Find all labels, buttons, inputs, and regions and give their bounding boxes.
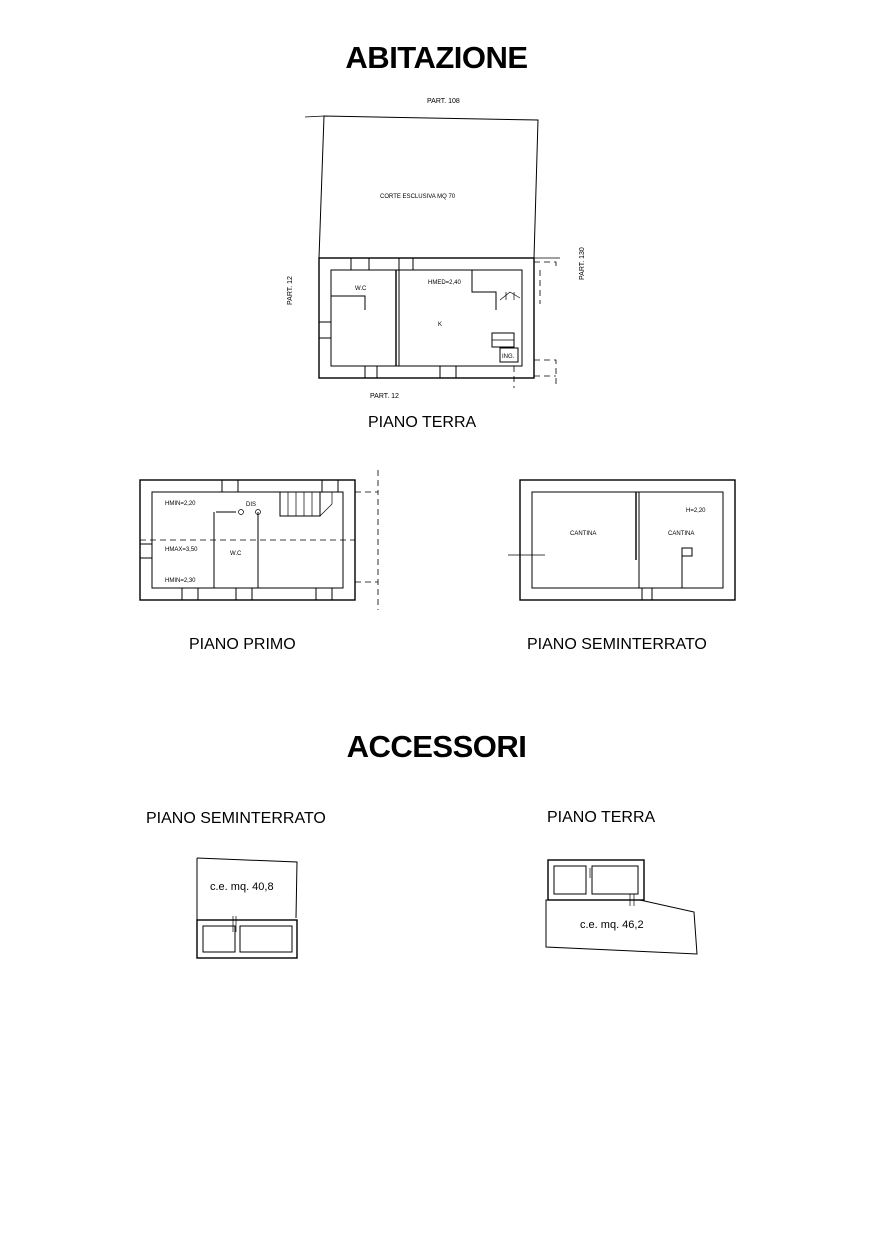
label-corte: CORTE ESCLUSIVA MQ 70 [380,194,456,200]
window [319,322,331,338]
window [399,258,413,270]
label-dis: DIS [246,502,257,508]
plan-label-piano-primo: PIANO PRIMO [189,636,296,653]
acc-terra-room-2 [592,866,638,894]
section-title-abitazione: ABITAZIONE [345,40,528,75]
acc-terra-area: c.e. mq. 46,2 [580,919,644,931]
acc-terra-room-1 [554,866,586,894]
seminterrato-outer-wall [520,480,735,600]
house-outer-wall [319,258,534,378]
label-hmin-top: HMIN=2,20 [165,501,196,507]
window [365,366,377,378]
plan-label-piano-terra: PIANO TERRA [368,414,477,431]
accessori-label-terra: PIANO TERRA [547,809,656,826]
boundary-dashed [534,262,556,270]
boundary-dashed [534,360,556,388]
label-part-108: PART. 108 [427,98,460,105]
label-cantina-1: CANTINA [570,531,597,537]
window [351,258,369,270]
label-wc-primo: W.C [230,551,242,557]
seminterrato-niche [682,548,692,556]
accessori-terra-plan [0,850,873,960]
label-cantina-2: CANTINA [668,531,695,537]
house-inner-wall [331,270,522,366]
seminterrato-wall [682,556,692,588]
seminterrato-inner-wall [532,492,723,588]
window [642,588,652,600]
section-title-accessori: ACCESSORI [346,729,527,764]
plan-piano-seminterrato [0,460,873,620]
stair-steps [500,292,520,300]
label-part-130: PART. 130 [579,247,586,280]
wc-wall [331,296,365,310]
plan-label-piano-seminterrato: PIANO SEMINTERRATO [527,636,707,653]
corte-boundary [319,116,538,258]
label-k: K [438,322,443,328]
label-part-12-bottom: PART. 12 [370,393,399,400]
label-h: H=2,20 [686,508,706,514]
acc-semi-area: c.e. mq. 40,8 [210,881,274,893]
label-hmed: HMED=2,40 [428,280,461,286]
label-part-12-left: PART. 12 [287,276,294,305]
label-hmax: HMAX=3,50 [165,547,198,553]
label-ing: ING. [502,354,515,360]
label-wc: W.C [355,286,367,292]
window [440,366,456,378]
plan-piano-terra [0,0,873,420]
boundary-tick [305,116,324,117]
label-hmin-bottom: HMIN=2,30 [165,578,196,584]
accessori-label-seminterrato: PIANO SEMINTERRATO [146,810,326,827]
stair-wall [472,270,496,310]
